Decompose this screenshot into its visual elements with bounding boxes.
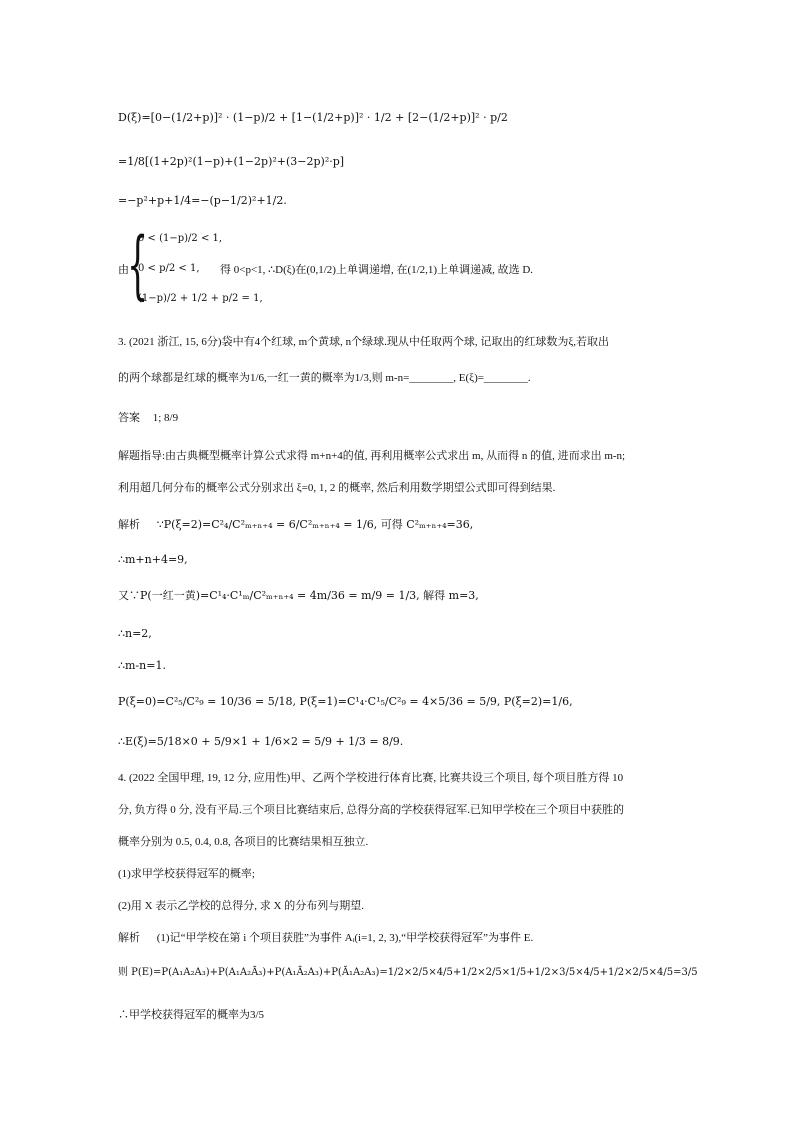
q4-solution-line-1 — [118, 931, 533, 945]
answer-label: 答案 — [118, 412, 140, 424]
solution-label: 解析 — [118, 519, 140, 531]
system-prefix: 由 — [118, 264, 129, 276]
q3-solution-line-2: ∴m+n+4=9, — [118, 553, 188, 566]
system-conclusion: 得 0<p<1, ∴D(ξ)在(0,1/2)上单调递增, 在(1/2,1)上单调递减, 故选 D. — [220, 264, 534, 276]
q4-part-2: (2)用 X 表示乙学校的总得分, 求 X 的分布列与期望. — [118, 900, 364, 912]
q4-solution-label: 解析 — [118, 932, 140, 944]
answer-value: 1; 8/9 — [152, 412, 179, 424]
q4-stem-line-3: 概率分别为 0.5, 0.4, 0.8, 各项目的比赛结果相互独立. — [118, 836, 369, 848]
q3-solution-line-5: ∴m-n=1. — [118, 659, 166, 672]
q4-stem-line-1: 4. (2022 全国甲理, 19, 12 分, 应用性)甲、乙两个学校进行体育比赛, 比赛共设三个项目, 每个项目胜方得 10 — [118, 772, 624, 784]
q4-solution-line-3: ∴甲学校获得冠军的概率为3/5 — [118, 1009, 265, 1021]
system-inequality-1: 0 < (1−p)/2 < 1, — [138, 233, 223, 244]
q3-solution-line-6: P(ξ=0)=C²₅/C²₉ = 10/36 = 5/18, P(ξ=1)=C¹₄·C¹₅/C²₉ = 4×5/36 = 5/9, P(ξ=2)=1/6, — [118, 695, 573, 708]
variance-step-2: =−p²+p+1/4=−(p−1/2)²+1/2. — [118, 194, 287, 207]
variance-step-1: =1/8[(1+2p)²(1−p)+(1−2p)²+(3−2p)²·p] — [118, 155, 345, 168]
q4-stem-line-2: 分, 负方得 0 分, 没有平局.三个项目比赛结束后, 总得分高的学校获得冠军.已知甲学校在三个项目中获胜的 — [118, 804, 624, 816]
variance-formula: D(ξ)=[0−(1/2+p)]² · (1−p)/2 + [1−(1/2+p)]² · 1/2 + [2−(1/2+p)]² · p/2 — [118, 111, 508, 124]
q3-stem-line-2: 的两个球都是红球的概率为1/6,一红一黄的概率为1/3,则 m-n=________, E(ξ)=________. — [118, 372, 531, 384]
system-brace: { — [127, 222, 149, 308]
q4-solution-line-2: 则 P(E)=P(A₁A₂A₃)+P(A₁A₂Ā₃)+P(A₁Ā₂A₃)+P(Ā₁A₂A₃)=1/2×2/5×4/5+1/2×2/5×1/5+1/2×3/5×4/5+1/2×2/5×4/5=3/5 — [118, 967, 698, 978]
system-equation-3: (1−p)/2 + 1/2 + p/2 = 1, — [138, 293, 263, 304]
solution-text: ∵P(ξ=2)=C²₄/C²ₘ₊ₙ₊₄ = 6/C²ₘ₊ₙ₊₄ = 1/6, 可得 C²ₘ₊ₙ₊₄=36, — [156, 518, 474, 531]
q4-solution-text: (1)记“甲学校在第 i 个项目获胜”为事件 Aᵢ(i=1, 2, 3),“甲学校获得冠军”为事件 E. — [156, 932, 534, 944]
q3-solution-line-4: ∴n=2, — [118, 627, 152, 640]
q3-answer — [118, 411, 178, 425]
q4-part-1: (1)求甲学校获得冠军的概率; — [118, 868, 255, 880]
q3-solution-line-3: 又∵P(一红一黄)=C¹₄·C¹ₘ/C²ₘ₊ₙ₊₄ = 4m/36 = m/9 = 1/3, 解得 m=3, — [118, 589, 479, 602]
system-inequality-2: 0 < p/2 < 1, — [138, 263, 200, 274]
q3-solution-line-1 — [118, 518, 473, 532]
q3-guide-line-1: 解题指导:由古典概型概率计算公式求得 m+n+4的值, 再利用概率公式求出 m, 从而得 n 的值, 进而求出 m-n; — [118, 450, 626, 462]
q3-stem-line-1: 3. (2021 浙江, 15, 6分)袋中有4个红球, m个黄球, n个绿球.现从中任取两个球, 记取出的红球数为ξ,若取出 — [118, 336, 610, 348]
q3-solution-line-7: ∴E(ξ)=5/18×0 + 5/9×1 + 1/6×2 = 5/9 + 1/3 = 8/9. — [118, 735, 404, 748]
q3-guide-line-2: 利用超几何分布的概率公式分别求出 ξ=0, 1, 2 的概率, 然后利用数学期望公式即可得到结果. — [118, 482, 556, 494]
